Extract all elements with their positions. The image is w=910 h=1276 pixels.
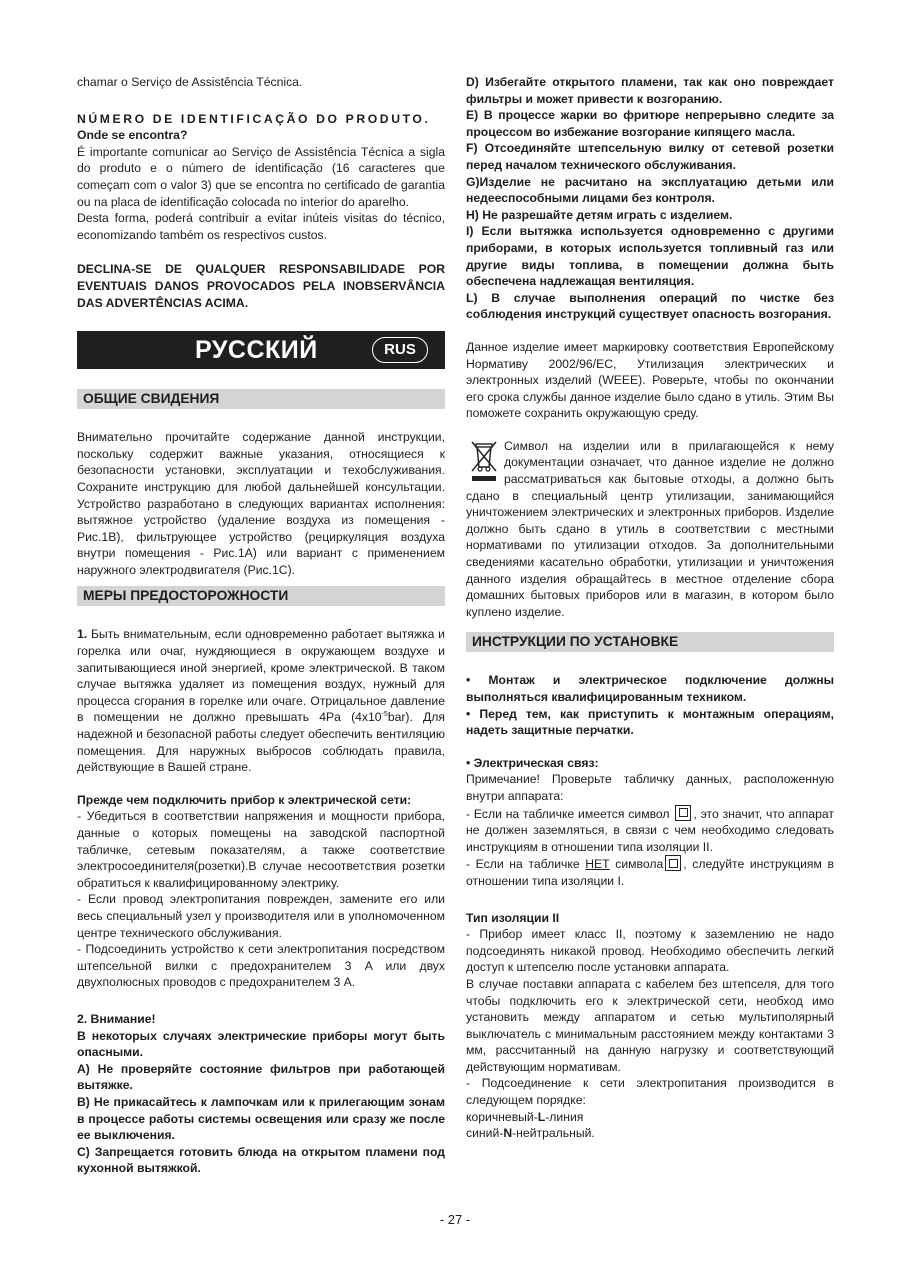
install-note-1: • Монтаж и электрическое подключение должны выполняться квалифицированным техником. [466,673,834,704]
wire-neutral [466,1125,834,1142]
crossed-bin-icon [466,438,502,484]
precaution-1-text-a: Быть внимательным, если одновременно работает вытяжка и горелка или очаг, нуждяющиеся в окружающем воздухе и запитывающиеся иной энергией, кроме электрической. В таком случае вытяжка удаляет из помещения воздух, нужный для процесса сгорания в горелке или очаге. Отрицальное давление в помещении не должно превышать 4Pa (4x10 [77,627,445,725]
before-connect-2: - Если провод электропитания поврежден, замените его или весь специальный узел у производителя или в уполномоченном центре технического обслуживания. [77,892,445,940]
electrical-heading: • Электрическая связ: [466,755,599,770]
electrical-case-2-not: НЕТ [585,857,610,872]
weee-text-2: Символ на изделии или в прилагающейся к нему документации означает, что данное изделие не должно рассматриваться как бытовые отходы, а должно быть сдано в специальный центр утилизации, занимающийся уничтожением электрических и электронных приборов. Изделие должно быть сдано в утиль в соответствии с местными нормативами по утилизации отходов. За дополнительными сведениями касательно обработки, утилизации и уничтожения данного изделия обращайтесь в местное отделение сбора домашних бытовых приборов или в магазин, в котором было куплено изделие. [466,438,834,619]
wire-neutral-a: синий- [466,1126,504,1141]
warning-title: 2. Внимание! [77,1011,156,1026]
language-code-badge: RUS [372,337,428,363]
install-note-2: • Перед тем, как приступить к монтажным операциям, надеть защитные перчатки. [466,706,834,738]
wire-line-a: коричневый- [466,1109,538,1124]
insulation-ii-heading: Тип изоляции II [466,910,560,925]
weee-text-1: Данное изделие имеет маркировку соответствия Европейскому Нормативу 2002/96/EC, Утилизация электрических и электронных изделий (WEEE). Роверьте, чтобы по окончании его срока службы данное изделие было сдано в утиль. Этим Вы поможете сохранить окружающую среду. [466,339,834,421]
warning-g: G)Изделие не расчитано на эксплуатацию детьми или недееспособными лицами без контроля. [466,174,834,206]
general-text: Внимательно прочитайте содержание данной инструкции, поскольку содержит важные указания, относящиеся к безопасности установки, эксплуатации и техобслуживания. Сохраните инструкцию для любой дальнейшей консультации. Устройство разработано в следующих вариантах исполнения: вытяжное устройство (удаление воздуха из помещения - Рис.1B), фильтрующее устройство (рециркуляция воздуха внутри помещения - Рис.1A) или вариант с применением наружного электродвигателя (Рис.1C). [77,430,445,577]
wire-line [466,1109,834,1126]
warning-b: B) Не прикасайтесь к лампочкам или к прилегающим зонам в процессе работы системы освещения или сразу же после ее выключения. [77,1094,445,1143]
service-text: chamar o Serviço de Assistência Técnica. [77,75,303,89]
precaution-1 [77,626,445,775]
left-column [77,74,445,1177]
double-insulation-icon [665,855,681,871]
wire-line-b: L [537,1109,546,1124]
product-id-text-2: Desta forma, poderá contribuir a evitar inúteis visitas do técnico, economizando também os respectivos custos. [77,211,445,242]
warning-c: C) Запрещается готовить блюда на открытом пламени под кухонной вытяжкой. [77,1144,445,1176]
electrical-case-2-a: - Если на табличке [466,857,580,872]
warning-e: E) В процессе жарки во фритюре непрерывно следите за процессом во избежание возгорание кипящего масла. [466,108,834,139]
warning-l: L) В случае выполнения операций по чистке без соблюдения инструкций существует опасность возгорания. [466,290,834,322]
warning-d: D) Избегайте открытого пламени, так как оно повреждает фильтры и может привести к возгоранию. [466,75,834,106]
insulation-ii-1: - Прибор имеет класс II, поэтому к заземлению не надо подсоединять никакой провод. Необходимо обеспечить легкий доступ к штепселю после установки аппарата. [466,927,834,975]
warning-intro: В некоторых случаях электрические приборы могут быть опасными. [77,1028,445,1060]
wire-line-c: -линия [545,1109,584,1124]
warning-h: H) Не разрешайте детям играть с изделием. [466,207,733,222]
precaution-1-number: 1. [77,627,88,642]
warning-a: A) Не проверяйте состояние фильтров при работающей вытяжке. [77,1061,445,1093]
electrical-case-2-b: символа [615,857,664,872]
precaution-1-text-b: bar). Для надежной и безопасной работы следует обеспечить вентиляцию помещения. Для наружных выбросов соблюдать правила, действующие в Вашей стране. [77,710,445,775]
electrical-case-2 [466,855,834,889]
before-connect-3: - Подсоединить устройство к сети электропитания посредством штепсельной вилки с предохранителем 3 A или двух двухполюсных проводов с предохранителем 3 A. [77,942,445,990]
electrical-case-1-b: , это значит, что аппарат не должен заземляться, в связи с чем необходимо следовать инструкциям в отношении типа изоляции II. [466,806,835,854]
electrical-case-2-c: , следуйте инструкциям в отношении типа изоляции I. [466,857,834,888]
precaution-1-exponent: -5 [381,711,388,719]
electrical-case-1-a: - Если на табличке имеется символ [466,806,670,821]
electrical-note: Примечание! Проверьте табличку данных, расположенную внутри аппарата: [466,772,834,803]
wire-neutral-b: N [503,1126,513,1141]
product-id-question: Onde se encontra? [77,128,188,143]
double-insulation-icon [675,805,691,821]
product-id-heading: NÚMERO DE IDENTIFICAÇÃO DO PRODUTO. [77,111,431,126]
section-install: ИНСТРУКЦИИ ПО УСТАНОВКЕ [466,632,834,652]
language-banner [77,331,445,369]
disclaimer: DECLINA-SE DE QUALQUER RESPONSABILIDADE POR EVENTUAIS DANOS PROVOCADOS PELA INOBSERVÂNCIA DAS ADVERTÊNCIAS ACIMA. [77,262,445,310]
wire-neutral-c: -нейтральный. [512,1126,595,1141]
right-column [466,74,834,1142]
warning-f: F) Отсоединяйте штепсельную вилку от сетевой розетки перед началом технического обслуживания. [466,141,834,172]
weee-block [466,438,834,621]
section-general: ОБЩИЕ СВИДЕНИЯ [77,389,445,409]
electrical-case-1 [466,805,834,856]
before-connect-heading: Прежде чем подключить прибор к электрической сети: [77,792,412,807]
insulation-ii-2: В случае поставки аппарата с кабелем без штепселя, для того чтобы подключить его к электрической сети, необход имо установить между аппаратом и сетью мультиполярный выключатель с минимальным расстоянием между контактами 3 мм, рассчитанный на данную нагрузку и соответствующий действующим нормативам. [466,976,834,1074]
insulation-ii-3: - Подсоединение к сети электропитания производится в следующем порядке: [466,1076,834,1108]
warning-i: I) Если вытяжка используется одновременно с другими приборами, в которых используется топливный газ или другие виды топлива, в помещении должна быть обеспечена надлежащая вентиляция. [466,224,834,289]
section-precautions: МЕРЫ ПРЕДОСТОРОЖНОСТИ [77,586,445,606]
page-number: - 27 - [439,1212,471,1227]
before-connect-1: - Убедиться в соответствии напряжения и мощности прибора, данные о которых помещены на заводской паспортной табличке, сетевым показателям, а также соответствие электросоединителя(розетки).В случае несоответствия розетки обратиться к квалифицированному электрику. [77,809,445,890]
language-title: РУССКИЙ [195,336,318,365]
product-id-text: É importante comunicar ao Serviço de Assistência Técnica a sigla do produto e o número de identificação (16 caracteres que começam com o valor 3) que se encontra no certificado de garantia ou na placa de identificação colocada no interior do aparelho. [77,144,445,209]
